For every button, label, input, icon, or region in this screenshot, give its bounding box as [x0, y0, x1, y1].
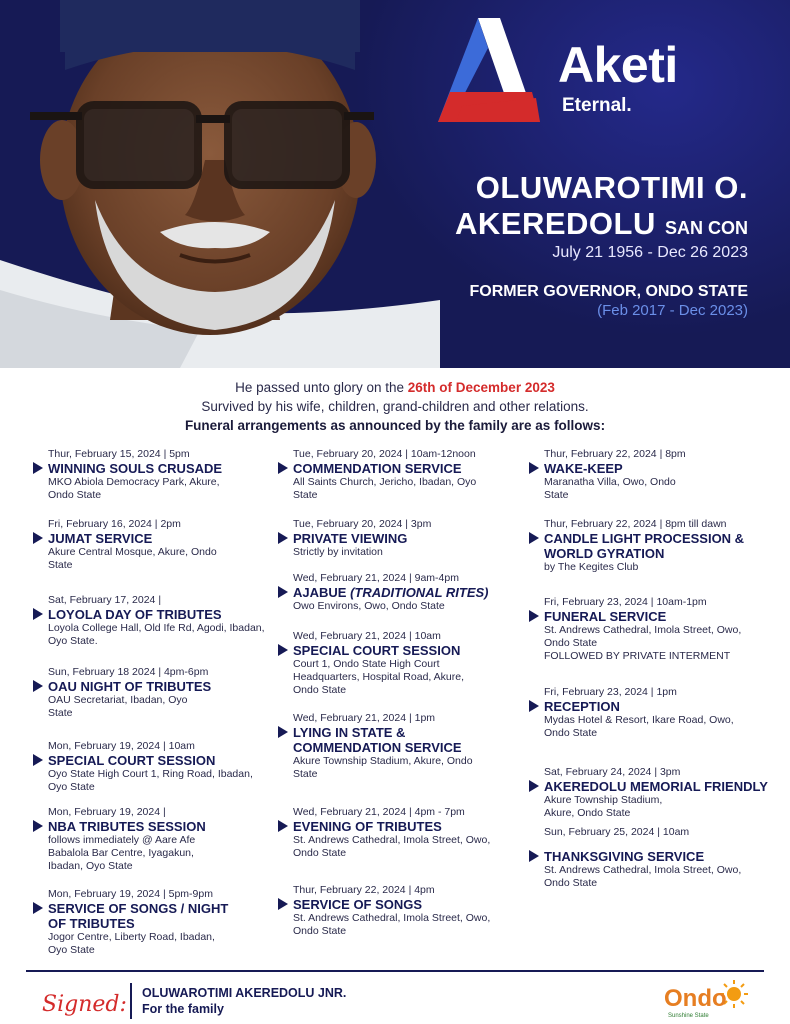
event-title: NBA TRIBUTES SESSION	[30, 819, 275, 834]
svg-text:Signed:: Signed:	[42, 992, 127, 1017]
event-title: SERVICE OF SONGS / NIGHT OF TRIBUTES	[30, 901, 230, 931]
portrait-photo	[0, 0, 440, 368]
event-date: Fri, February 23, 2024 | 1pm	[544, 686, 677, 698]
arrow-icon	[529, 462, 539, 474]
event-date: Sun, February 18 2024 | 4pm-6pm	[48, 666, 209, 678]
event-date: Mon, February 19, 2024 | 5pm-9pm	[48, 888, 213, 900]
event-item	[526, 518, 790, 574]
event-title: LYING IN STATE & COMMENDATION SERVICE	[275, 725, 500, 755]
svg-text:Ondo: Ondo	[664, 985, 727, 1012]
event-venue: Loyola College Hall, Old Ife Rd, Agodi, Ibadan, Oyo State.	[48, 622, 265, 647]
event-title: AKEREDOLU MEMORIAL FRIENDLY	[526, 779, 790, 794]
event-date: Thur, February 22, 2024 | 4pm	[293, 884, 435, 896]
event-date: Wed, February 21, 2024 | 10am	[293, 630, 441, 642]
event-venue: Maranatha Villa, Owo, Ondo State	[544, 476, 676, 501]
event-title: SPECIAL COURT SESSION	[275, 643, 525, 658]
event-venue: by The Kegites Club	[544, 561, 639, 573]
event-date: Thur, February 22, 2024 | 8pm till dawn	[544, 518, 727, 530]
event-date: Sun, February 25, 2024 | 10am	[544, 826, 690, 838]
intro-prefix: He passed unto glory on the	[235, 380, 405, 395]
event-venue: St. Andrews Cathedral, Imola Street, Owo, Ondo State	[544, 624, 742, 649]
event-date: Thur, February 22, 2024 | 8pm	[544, 448, 686, 460]
event-date: Wed, February 21, 2024 | 1pm	[293, 712, 436, 724]
event-item	[526, 596, 790, 663]
event-date: Wed, February 21, 2024 | 4pm - 7pm	[293, 806, 465, 818]
arrow-icon	[529, 700, 539, 712]
event-item	[526, 826, 790, 890]
header-banner	[0, 0, 790, 368]
event-item	[526, 766, 790, 820]
event-item	[526, 448, 790, 502]
event-title: EVENING OF TRIBUTES	[275, 819, 525, 834]
intro-line-2: Survived by his wife, children, grand-children and other relations.	[201, 399, 589, 414]
event-venue: Akure Township Stadium, Akure, Ondo State	[293, 755, 473, 780]
signer-role: For the family	[142, 1002, 224, 1016]
event-item	[275, 712, 525, 781]
ondo-state-logo	[664, 978, 748, 1020]
intro-text	[0, 378, 790, 435]
event-item	[275, 630, 525, 697]
event-venue: OAU Secretariat, Ibadan, Oyo State	[48, 694, 188, 719]
event-title: WINNING SOULS CRUSADE	[30, 461, 275, 476]
intro-line-1	[0, 378, 790, 397]
arrow-icon	[33, 680, 43, 692]
event-title: CANDLE LIGHT PROCESSION & WORLD GYRATION	[526, 531, 776, 561]
event-item	[275, 518, 525, 559]
event-item	[526, 686, 790, 740]
event-title: WAKE-KEEP	[526, 461, 790, 476]
event-title: AJABUE (TRADITIONAL RITES)	[275, 585, 525, 600]
arrow-icon	[278, 644, 288, 656]
signer-block	[142, 985, 346, 1017]
arrow-icon	[33, 462, 43, 474]
event-item	[30, 666, 275, 720]
event-date: Tue, February 20, 2024 | 10am-12noon	[293, 448, 476, 460]
event-item	[30, 518, 275, 572]
svg-text:Sunshine State: Sunshine State	[668, 1013, 709, 1019]
honoree-name-line1: OLUWAROTIMI O.	[475, 170, 748, 205]
event-date: Mon, February 19, 2024 |	[48, 806, 166, 818]
honoree-name-line2	[455, 208, 748, 239]
event-title: SERVICE OF SONGS	[275, 897, 525, 912]
event-title: FUNERAL SERVICE	[526, 609, 790, 624]
arrow-icon	[278, 898, 288, 910]
arrow-icon	[529, 850, 539, 862]
event-title: PRIVATE VIEWING	[275, 531, 525, 546]
event-title: SPECIAL COURT SESSION	[30, 753, 275, 768]
arrow-icon	[278, 726, 288, 738]
event-date: Fri, February 16, 2024 | 2pm	[48, 518, 181, 530]
honoree-role: FORMER GOVERNOR, ONDO STATE	[469, 283, 748, 300]
event-title: THANKSGIVING SERVICE	[526, 849, 790, 864]
arrow-icon	[529, 532, 539, 544]
event-date: Sat, February 24, 2024 | 3pm	[544, 766, 681, 778]
signer-name: OLUWAROTIMI AKEREDOLU JNR.	[142, 986, 347, 1000]
event-title: OAU NIGHT OF TRIBUTES	[30, 679, 275, 694]
arrow-icon	[33, 608, 43, 620]
event-title: LOYOLA DAY OF TRIBUTES	[30, 607, 275, 622]
event-item	[30, 594, 275, 648]
event-title: RECEPTION	[526, 699, 790, 714]
arrow-icon	[33, 902, 43, 914]
footer-divider	[26, 970, 764, 972]
event-venue: Mydas Hotel & Resort, Ikare Road, Owo, Ondo State	[544, 714, 734, 739]
brand-word: Aketi	[558, 37, 678, 93]
event-venue: St. Andrews Cathedral, Imola Street, Owo, Ondo State	[544, 864, 742, 889]
event-item	[30, 806, 275, 873]
arrow-icon	[278, 462, 288, 474]
signed-script	[40, 985, 132, 1019]
event-date: Tue, February 20, 2024 | 3pm	[293, 518, 432, 530]
event-note: FOLLOWED BY PRIVATE INTERMENT	[544, 650, 731, 662]
honoree-surname: AKEREDOLU	[455, 206, 656, 241]
event-item	[275, 448, 525, 502]
arrow-icon	[33, 754, 43, 766]
event-venue: All Saints Church, Jericho, Ibadan, Oyo State	[293, 476, 477, 501]
event-item	[275, 806, 525, 860]
event-title: JUMAT SERVICE	[30, 531, 275, 546]
event-item	[30, 740, 275, 794]
event-date: Wed, February 21, 2024 | 9am-4pm	[293, 572, 459, 584]
event-venue: Oyo State High Court 1, Ring Road, Ibadan, Oyo State	[48, 768, 253, 793]
arrow-icon	[33, 532, 43, 544]
event-item	[30, 448, 275, 502]
event-date: Mon, February 19, 2024 | 10am	[48, 740, 195, 752]
event-venue: St. Andrews Cathedral, Imola Street, Owo, Ondo State	[293, 912, 491, 937]
arrow-icon	[278, 820, 288, 832]
event-date: Sat, February 17, 2024 |	[48, 594, 162, 606]
event-venue: Court 1, Ondo State High Court Headquarters, Hospital Road, Akure, Ondo State	[293, 658, 465, 696]
event-date: Thur, February 15, 2024 | 5pm	[48, 448, 190, 460]
event-venue: Jogor Centre, Liberty Road, Ibadan, Oyo State	[48, 931, 215, 956]
event-title: COMMENDATION SERVICE	[275, 461, 525, 476]
event-item	[275, 884, 525, 938]
arrow-icon	[33, 820, 43, 832]
event-venue: Strictly by invitation	[293, 546, 383, 558]
aketi-logo-mark	[436, 18, 546, 126]
event-venue: Owo Environs, Owo, Ondo State	[293, 600, 445, 612]
arrow-icon	[278, 586, 288, 598]
honoree-term: (Feb 2017 - Dec 2023)	[597, 302, 748, 319]
event-venue: St. Andrews Cathedral, Imola Street, Owo, Ondo State	[293, 834, 491, 859]
brand-subtitle: Eternal.	[562, 95, 632, 116]
intro-line-3: Funeral arrangements as announced by the family are as follows:	[184, 418, 606, 433]
event-date: Fri, February 23, 2024 | 10am-1pm	[544, 596, 707, 608]
arrow-icon	[278, 532, 288, 544]
arrow-icon	[529, 610, 539, 622]
event-venue: follows immediately @ Aare Afe Babalola Bar Centre, Iyagakun, Ibadan, Oyo State	[48, 834, 196, 872]
event-venue: Akure Township Stadium, Akure, Ondo State	[544, 794, 663, 819]
honoree-suffix: SAN CON	[664, 218, 748, 238]
honoree-lifespan: July 21 1956 - Dec 26 2023	[552, 244, 748, 261]
event-item	[30, 888, 275, 957]
signature-divider	[130, 983, 132, 1019]
event-venue: MKO Abiola Democracy Park, Akure, Ondo State	[48, 476, 220, 501]
event-item	[275, 572, 525, 613]
arrow-icon	[529, 780, 539, 792]
death-date: 26th of December 2023	[407, 380, 555, 395]
event-venue: Akure Central Mosque, Akure, Ondo State	[48, 546, 217, 571]
